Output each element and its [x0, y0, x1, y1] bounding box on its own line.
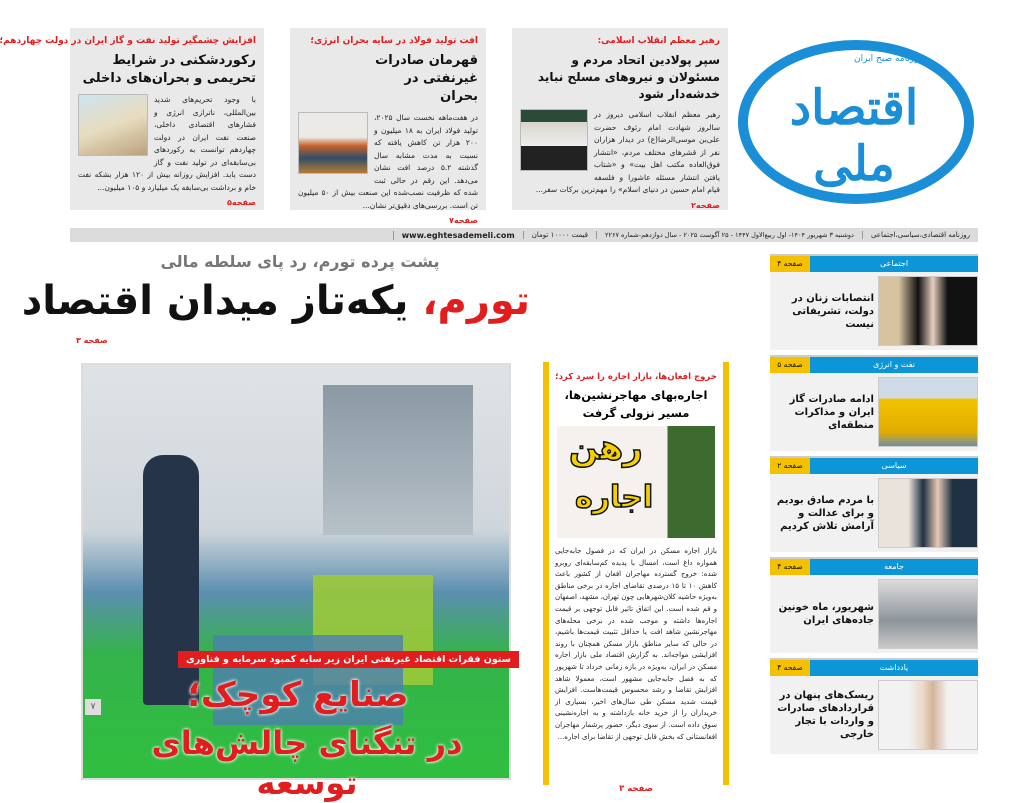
- sidebar-item-header: [770, 357, 978, 373]
- photo-kicker: ستون فقرات اقتصاد غیرنفتی ایران زیر سایه کمبود سرمایه و فناوری: [178, 651, 519, 668]
- teaser-kicker: افت تولید فولاد در سایه بحران انرژی؛: [310, 36, 478, 46]
- teaser-page[interactable]: صفحه۵: [227, 198, 256, 207]
- lead-headline[interactable]: [21, 278, 530, 324]
- teaser-oil-gas[interactable]: [0, 28, 264, 210]
- section-label: یادداشت: [810, 660, 978, 676]
- rent-title: اجاره‌بهای مهاجرنشین‌ها، مسیر نزولی گرفت: [564, 388, 708, 420]
- section-page[interactable]: صفحه ۴: [770, 660, 810, 676]
- lead-headline-black: یکه‌تاز میدان اقتصاد: [21, 278, 423, 324]
- teaser-page[interactable]: صفحه۲: [691, 200, 720, 210]
- lead-headline-red: تورم،: [422, 278, 530, 324]
- machinery: [323, 385, 473, 535]
- rent-page[interactable]: صفحه ۳: [619, 784, 653, 794]
- website-link[interactable]: www.eghtesademeli.com: [393, 231, 523, 240]
- sidebar-photo: [878, 478, 978, 548]
- section-page[interactable]: صفحه ۲: [770, 458, 810, 474]
- sidebar-title: شهریور، ماه خونین جاده‌های ایران: [778, 602, 874, 626]
- leader-photo: [520, 109, 588, 171]
- sidebar-item[interactable]: [770, 456, 978, 552]
- section-page[interactable]: صفحه ۵: [770, 357, 810, 373]
- paper-type: روزنامه اقتصادی،سیاسی،اجتماعی: [862, 231, 978, 239]
- teaser-page[interactable]: صفحه۷: [449, 216, 478, 225]
- photo-page[interactable]: ۷: [85, 699, 101, 715]
- sidebar-photo: [878, 579, 978, 649]
- rent-body: بازار اجاره مسکن در ایران که در فصول جابه‌جایی همواره داغ است، امسال با پدیده کم‌سابقه‌ای روبرو شده: خروج گسترده مهاجران افغان از کشور باعث کاهش ۱۰ تا ۱۵ درصدی تقاضای اجاره در برخی مناطق به‌ویژه حاشیه کلان‌شهرهایی چون تهران، مشهد، اصفهان و قم شده است. این اتفاق تاثیر قابل توجهی بر قیمت اجاره‌ها داشته و موجب شده در برخی محله‌های مهاجرنشین شاهد افت یا حداقل تثبیت قیمت‌ها باشیم، در حالی که سایر مناطق بازار مسکن همچنان با روند افزایشی مواجه‌اند. به گزارش اقتصاد ملی بازار اجاره مسکن در ایران، به‌ویژه در بازه زمانی خرداد تا شهریور که به فصل جابه‌جایی مشهور است، معمولا شاهد افزایش تقاضا و رشد محسوس قیمت‌هاست. افزایش قیمت شدید مسکن طی سال‌های اخیر، بسیاری از خریداران را از خرید خانه بازداشته و به اجاره‌نشینی سوق داده است. از سوی دیگر، حضور پرشمار مهاجران افغانستانی که بخش قابل توجهی از تقاضا برای اجاره...: [555, 547, 717, 741]
- sidebar-item-header: [770, 559, 978, 575]
- price: قیمت ۱۰۰۰۰ تومان: [523, 231, 596, 239]
- rent-kicker: خروج افغان‌ها، بازار اجاره را سرد کرد؛: [555, 372, 717, 382]
- photo-sign-rahn: رهن: [569, 428, 643, 468]
- teaser-title: سپر پولادین اتحاد مردم و مسئولان و نیروهای مسلح نباید خدشه‌دار شود: [537, 53, 720, 101]
- photo-headline-2[interactable]: در تنگنای چالش‌های توسعه: [151, 724, 463, 802]
- section-page[interactable]: صفحه ۴: [770, 256, 810, 272]
- logo-name: اقتصاد ملی: [789, 80, 919, 192]
- teaser-title: رکوردشکنی در شرایط تحریمی و بحران‌های داخلی: [82, 53, 256, 86]
- sidebar-item[interactable]: [770, 355, 978, 451]
- sidebar-photo: [878, 276, 978, 346]
- logo-tagline: روزنامه صبح ایران: [854, 54, 923, 64]
- teaser-kicker: رهبر معظم انقلاب اسلامی:: [597, 36, 720, 46]
- photo-sign-ejare: اجاره: [575, 480, 654, 515]
- factory-photo[interactable]: [81, 363, 512, 802]
- section-label: نفت و انرژی: [810, 357, 978, 373]
- refinery-photo: [78, 94, 148, 156]
- sidebar-title: ادامه صادرات گاز ایران و مذاکرات منطقه‌ای: [789, 393, 874, 431]
- teaser-steel[interactable]: [290, 28, 486, 225]
- sidebar-photo: [878, 377, 978, 447]
- sidebar-title: انتصابات زنان در دولت، تشریفاتی نیست: [791, 292, 874, 330]
- teaser-body: رهبر معظم انقلاب اسلامی دیروز در سالروز شهادت امام رئوف حضرت علی‌بن موسی‌الرضا(ع) در دیدار هزاران نفر از قشرهای مختلف مردم، «انتشار فوق‌العاده مکتب اهل بیت» و «شتاب یافتن انتشار مسئله عاشورا و فلسفه قیام امام حسین در دنیای اسلام» را مهم‌ترین برکات سفر...: [535, 110, 720, 194]
- teaser-body: در هفت‌ماهه نخست سال ۲۰۲۵، تولید فولاد ایران به ۱۸ میلیون و ۲۰۰ هزار تن کاهش یافته که نسبت به مدت مشابه سال گذشته ۵.۲ درصد افت نشان می‌دهد. این رقم در حالی ثبت شده که ظرفیت نصب‌شده این صنعت بیش از ۵۰ میلیون تن است. بررسی‌های دقیق‌تر نشان...: [298, 113, 478, 210]
- lead-kicker: پشت پرده تورم، رد پای سلطه مالی: [160, 252, 440, 271]
- rent-story[interactable]: [543, 362, 729, 794]
- section-label: اجتماعی: [810, 256, 978, 272]
- teaser-title: قهرمان صادرات غیرنفتی در بحران: [375, 53, 478, 104]
- sidebar-item[interactable]: [770, 254, 978, 350]
- sidebar-title: ریسک‌های پنهان در قراردادهای صادرات و واردات با تجار خارجی: [777, 690, 874, 740]
- port-containers-photo: [298, 112, 368, 174]
- section-page[interactable]: صفحه ۴: [770, 559, 810, 575]
- sidebar-item[interactable]: [770, 557, 978, 653]
- photo-headline-1[interactable]: صنایع کوچک؛: [187, 675, 409, 715]
- masthead-logo: [734, 30, 978, 210]
- sidebar-item-header: [770, 458, 978, 474]
- sidebar: [770, 254, 978, 759]
- section-label: سیاسی: [810, 458, 978, 474]
- rent-photo: [557, 426, 715, 538]
- lead-page[interactable]: صفحه ۳: [76, 336, 108, 345]
- sidebar-title: با مردم صادق بودیم و برای عدالت و آرامش تلاش کردیم: [776, 494, 874, 532]
- teaser-leader[interactable]: [512, 28, 728, 210]
- sidebar-photo: [878, 680, 978, 750]
- sidebar-item-header: [770, 660, 978, 676]
- sidebar-item[interactable]: [770, 658, 978, 754]
- sidebar-item-header: [770, 256, 978, 272]
- info-bar: [70, 228, 978, 242]
- issue-date: دوشنبه ۳ شهریور ۱۴۰۴- اول ربیع‌الاول ۱۴۴۷ - ۲۵ آگوست ۲۰۲۵ - سال دوازدهم-شماره ۲۲۶۷: [596, 231, 862, 239]
- teaser-kicker: افزایش چشمگیر تولید نفت و گاز ایران در دولت چهاردهم؛: [0, 36, 256, 46]
- section-label: جامعه: [810, 559, 978, 575]
- teaser-body: با وجود تحریم‌های شدید بین‌المللی، ناترازی انرژی و فشارهای اقتصادی داخلی، صنعت نفت ایران در دولت چهاردهم توانست به رکوردهای بی‌سابقه‌ای در تولید نفت و گاز دست یابد. افزایش روزانه بیش از ۱۲۰ هزار بشکه نفت خام و برداشت بی‌سابقه یک میلیارد و ۱۰۵ میلیون...: [78, 95, 256, 192]
